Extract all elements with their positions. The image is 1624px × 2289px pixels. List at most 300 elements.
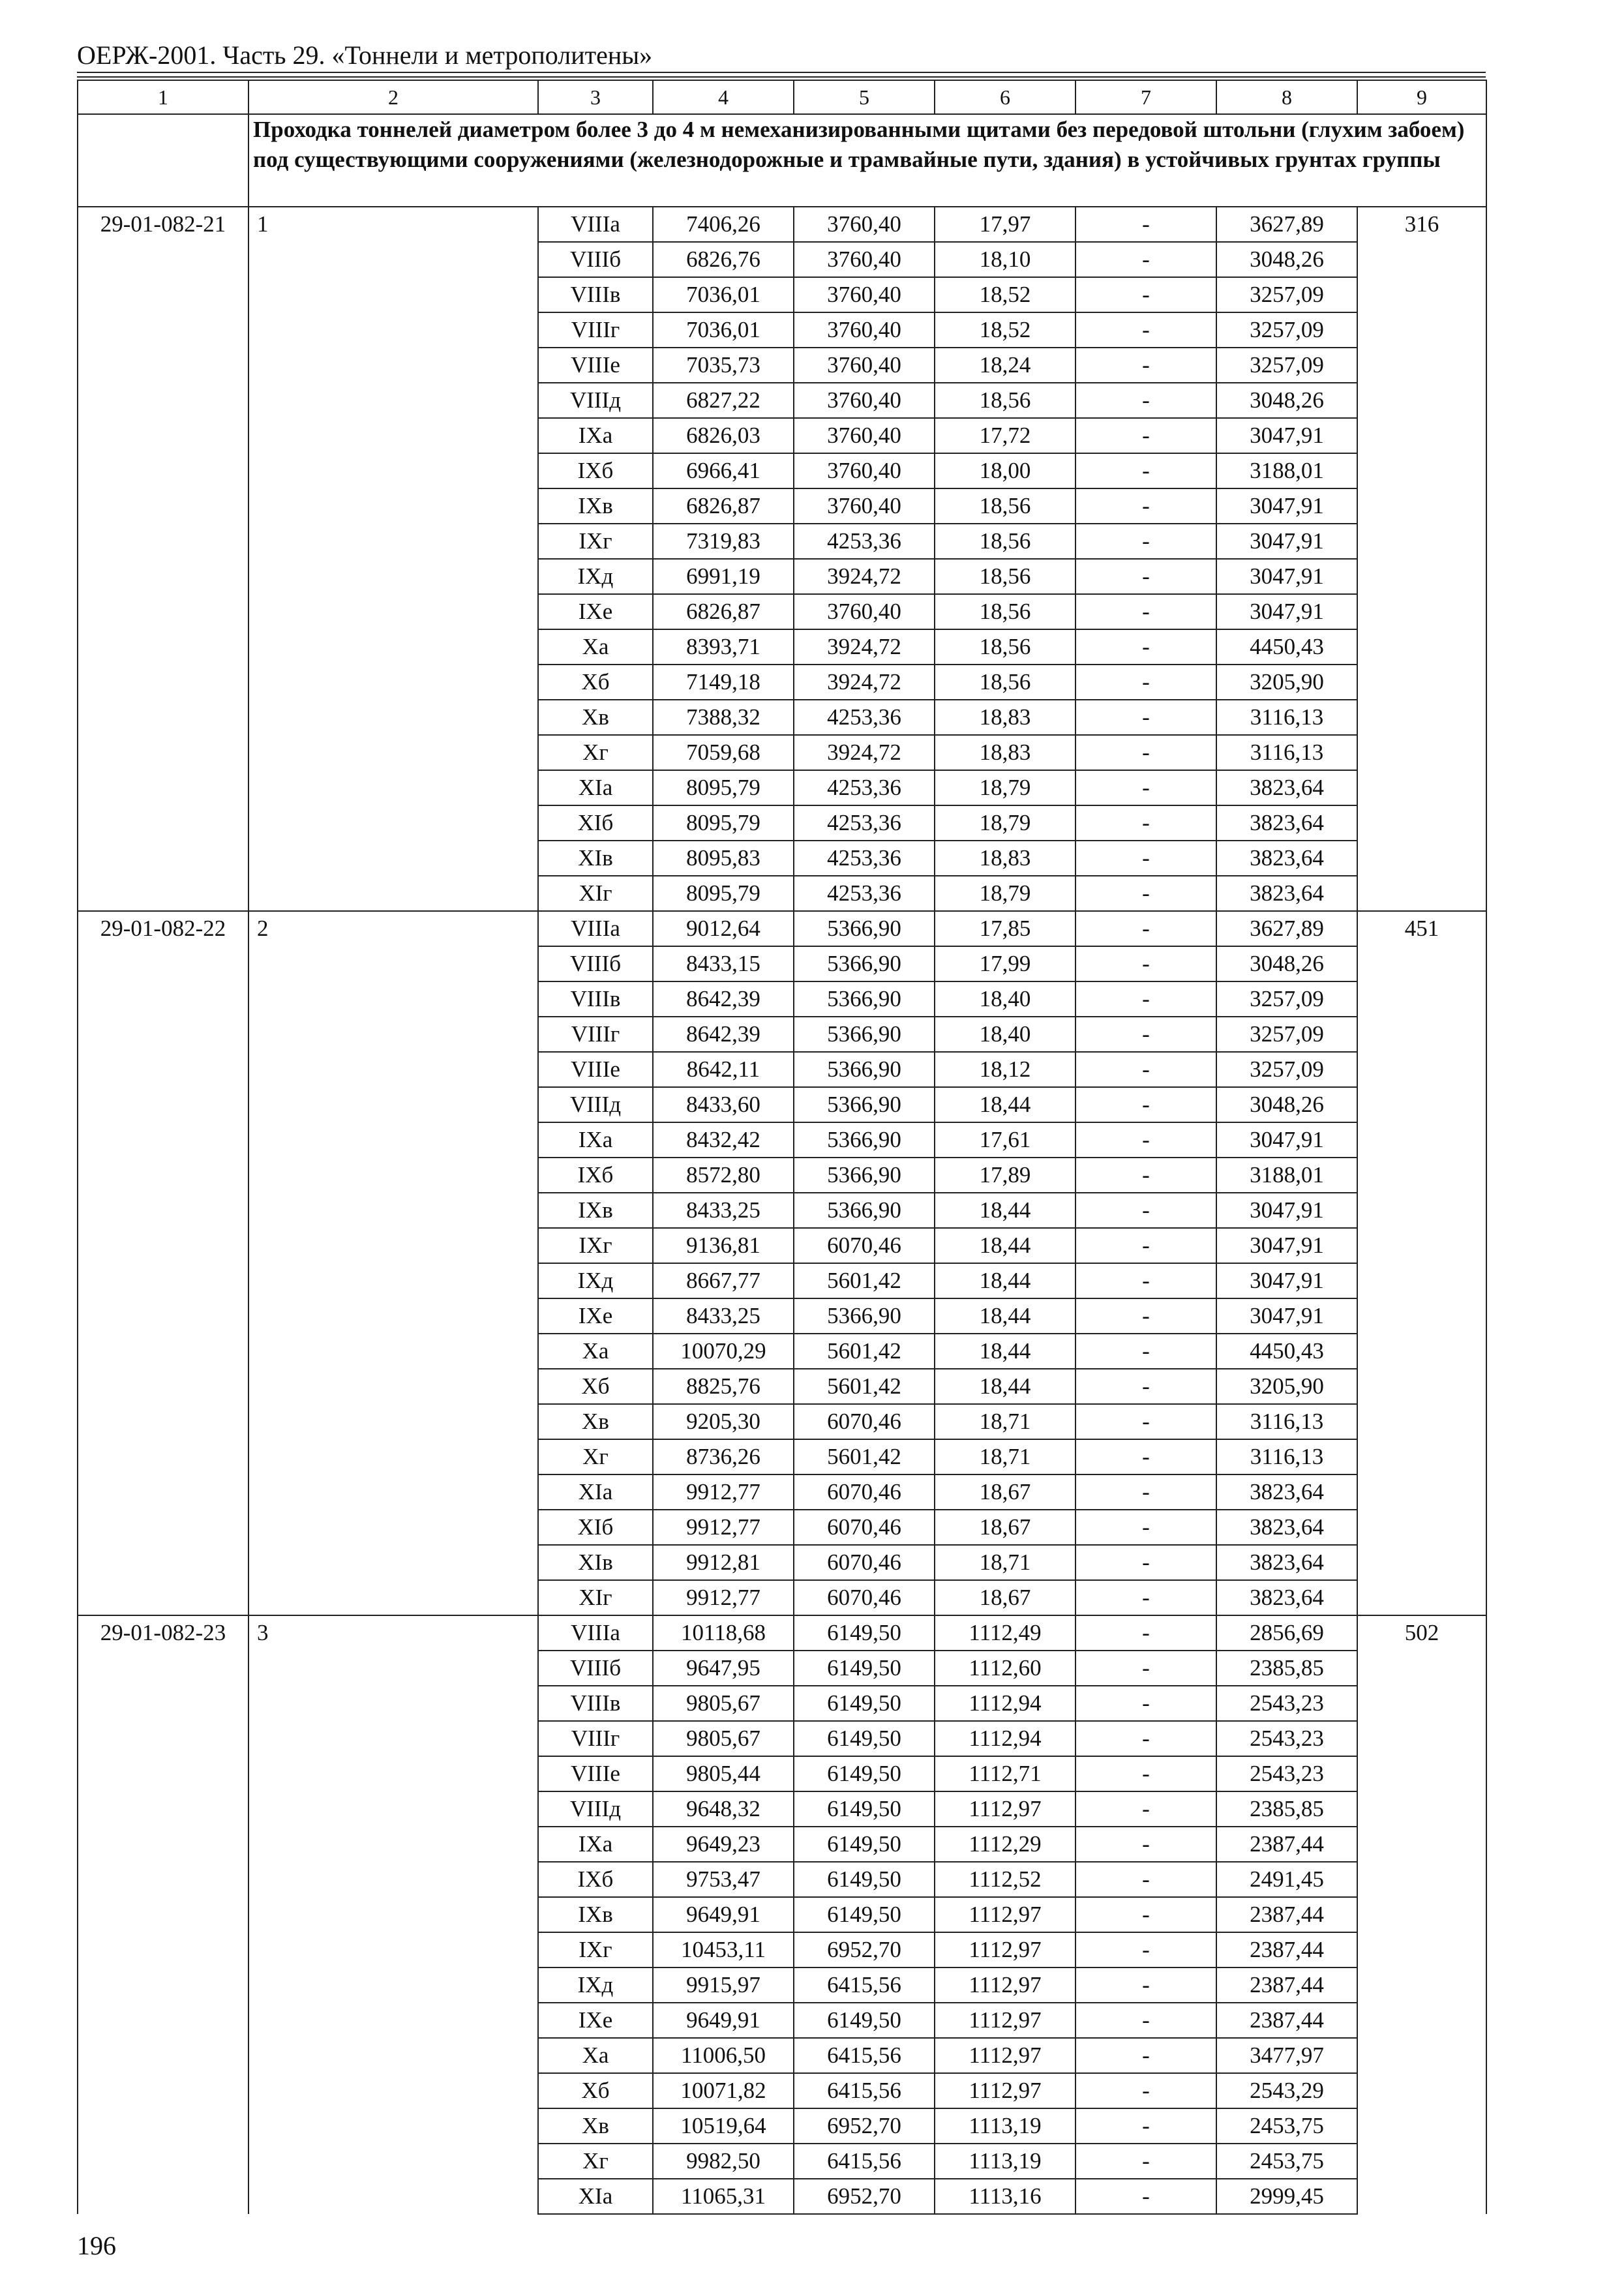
wages: 5601,42: [794, 1439, 935, 1474]
wages: 3924,72: [794, 735, 935, 770]
machinists-wages: -: [1075, 1651, 1216, 1686]
wages: 6952,70: [794, 2108, 935, 2144]
soil-group: Xа: [538, 2038, 653, 2073]
machinists-wages: -: [1075, 1263, 1216, 1298]
machine-cost: 18,44: [935, 1263, 1075, 1298]
wages: 4253,36: [794, 876, 935, 911]
soil-group: Xв: [538, 700, 653, 735]
materials-cost: 2453,75: [1216, 2108, 1357, 2144]
materials-cost: 3047,91: [1216, 488, 1357, 524]
materials-cost: 2543,29: [1216, 2073, 1357, 2108]
machine-cost: 17,61: [935, 1122, 1075, 1158]
wages: 6070,46: [794, 1510, 935, 1545]
machine-cost: 17,99: [935, 946, 1075, 981]
soil-group: VIIIб: [538, 1651, 653, 1686]
materials-cost: 2387,44: [1216, 1932, 1357, 1967]
machinists-wages: -: [1075, 1827, 1216, 1862]
materials-cost: 3188,01: [1216, 1158, 1357, 1193]
materials-cost: 3257,09: [1216, 1052, 1357, 1087]
materials-cost: 3823,64: [1216, 1474, 1357, 1510]
wages: 5366,90: [794, 1122, 935, 1158]
rates-table: [77, 80, 1487, 2215]
total-cost: 9649,23: [653, 1827, 794, 1862]
total-cost: 7035,73: [653, 348, 794, 383]
column-number: 6: [935, 80, 1075, 114]
machinists-wages: -: [1075, 488, 1216, 524]
machine-cost: 18,10: [935, 242, 1075, 277]
total-cost: 9805,67: [653, 1721, 794, 1756]
total-cost: 6826,76: [653, 242, 794, 277]
soil-group: IXв: [538, 488, 653, 524]
machinists-wages: -: [1075, 735, 1216, 770]
materials-cost: 3116,13: [1216, 700, 1357, 735]
machinists-wages: -: [1075, 2038, 1216, 2073]
materials-cost: 3188,01: [1216, 453, 1357, 488]
soil-group: VIIIе: [538, 348, 653, 383]
wages: 6070,46: [794, 1545, 935, 1580]
total-cost: 8642,11: [653, 1052, 794, 1087]
machinists-wages: -: [1075, 1334, 1216, 1369]
total-cost: 8095,79: [653, 770, 794, 805]
total-cost: 8095,83: [653, 841, 794, 876]
machine-cost: 18,67: [935, 1580, 1075, 1615]
machinists-wages: -: [1075, 876, 1216, 911]
machine-cost: 18,67: [935, 1510, 1075, 1545]
soil-group: XIг: [538, 1580, 653, 1615]
wages: 3924,72: [794, 629, 935, 665]
materials-cost: 3047,91: [1216, 1263, 1357, 1298]
document-header: ОЕРЖ-2001. Часть 29. «Тоннели и метрополитены»: [77, 40, 653, 70]
wages: 6149,50: [794, 1721, 935, 1756]
soil-group: IXе: [538, 594, 653, 629]
machine-cost: 1112,97: [935, 1967, 1075, 2003]
machine-cost: 18,12: [935, 1052, 1075, 1087]
machinists-wages: -: [1075, 805, 1216, 841]
total-cost: 9915,97: [653, 1967, 794, 2003]
machinists-wages: -: [1075, 559, 1216, 594]
total-cost: 6826,87: [653, 488, 794, 524]
soil-group: IXд: [538, 1967, 653, 2003]
soil-group: IXг: [538, 524, 653, 559]
machinists-wages: -: [1075, 1862, 1216, 1897]
machinists-wages: -: [1075, 1298, 1216, 1334]
total-cost: 8433,25: [653, 1193, 794, 1228]
machine-cost: 1112,29: [935, 1827, 1075, 1862]
wages: 5366,90: [794, 1052, 935, 1087]
materials-cost: 2999,45: [1216, 2179, 1357, 2214]
machinists-wages: -: [1075, 453, 1216, 488]
machine-cost: 18,83: [935, 841, 1075, 876]
machine-cost: 1112,94: [935, 1686, 1075, 1721]
wages: 5601,42: [794, 1263, 935, 1298]
soil-group: IXв: [538, 1193, 653, 1228]
machine-cost: 18,44: [935, 1334, 1075, 1369]
soil-group: VIIIд: [538, 1791, 653, 1827]
wages: 5601,42: [794, 1369, 935, 1404]
machine-cost: 17,89: [935, 1158, 1075, 1193]
machinists-wages: -: [1075, 1228, 1216, 1263]
wages: 6149,50: [794, 1862, 935, 1897]
rate-code: 29-01-082-23: [78, 1615, 248, 2214]
wages: 3760,40: [794, 207, 935, 242]
page-number: 196: [77, 2231, 116, 2260]
total-cost: 10519,64: [653, 2108, 794, 2144]
total-cost: 6826,87: [653, 594, 794, 629]
materials-cost: 3116,13: [1216, 1404, 1357, 1439]
materials-cost: 2856,69: [1216, 1615, 1357, 1651]
wages: 6415,56: [794, 1967, 935, 2003]
total-cost: 9205,30: [653, 1404, 794, 1439]
machinists-wages: -: [1075, 911, 1216, 946]
machine-cost: 17,97: [935, 207, 1075, 242]
machinists-wages: -: [1075, 2144, 1216, 2179]
materials-cost: 2385,85: [1216, 1791, 1357, 1827]
machinists-wages: -: [1075, 2073, 1216, 2108]
total-cost: 7059,68: [653, 735, 794, 770]
soil-group: VIIIа: [538, 911, 653, 946]
machine-cost: 1113,16: [935, 2179, 1075, 2214]
machinists-wages: -: [1075, 383, 1216, 418]
materials-cost: 2543,23: [1216, 1756, 1357, 1791]
soil-group: XIа: [538, 2179, 653, 2214]
machinists-wages: -: [1075, 1052, 1216, 1087]
column-number: 4: [653, 80, 794, 114]
materials-cost: 3047,91: [1216, 594, 1357, 629]
machine-cost: 18,56: [935, 629, 1075, 665]
machinists-wages: -: [1075, 665, 1216, 700]
machine-cost: 1113,19: [935, 2108, 1075, 2144]
soil-group: IXе: [538, 1298, 653, 1334]
machine-cost: 18,79: [935, 770, 1075, 805]
materials-cost: 3047,91: [1216, 1228, 1357, 1263]
total-cost: 8393,71: [653, 629, 794, 665]
soil-group: VIIIе: [538, 1052, 653, 1087]
wages: 3924,72: [794, 665, 935, 700]
materials-cost: 3205,90: [1216, 665, 1357, 700]
machine-cost: 1112,97: [935, 2003, 1075, 2038]
machinists-wages: -: [1075, 242, 1216, 277]
wages: 6415,56: [794, 2073, 935, 2108]
column-number: 8: [1216, 80, 1357, 114]
machinists-wages: -: [1075, 1474, 1216, 1510]
wages: 6415,56: [794, 2038, 935, 2073]
rate-number: 1: [248, 207, 538, 911]
total-cost: 8432,42: [653, 1122, 794, 1158]
machinists-wages: -: [1075, 2003, 1216, 2038]
wages: 3760,40: [794, 277, 935, 312]
materials-cost: 2453,75: [1216, 2144, 1357, 2179]
soil-group: XIб: [538, 805, 653, 841]
total-cost: 8667,77: [653, 1263, 794, 1298]
labor-hours: 502: [1357, 1615, 1486, 2214]
total-cost: 10070,29: [653, 1334, 794, 1369]
soil-group: IXа: [538, 418, 653, 453]
labor-hours: 451: [1357, 911, 1486, 1615]
soil-group: IXг: [538, 1228, 653, 1263]
soil-group: IXе: [538, 2003, 653, 2038]
total-cost: 8825,76: [653, 1369, 794, 1404]
machine-cost: 1112,97: [935, 1932, 1075, 1967]
machine-cost: 18,44: [935, 1228, 1075, 1263]
soil-group: IXб: [538, 1158, 653, 1193]
total-cost: 7388,32: [653, 700, 794, 735]
total-cost: 7149,18: [653, 665, 794, 700]
soil-group: Xб: [538, 2073, 653, 2108]
materials-cost: 3257,09: [1216, 981, 1357, 1017]
wages: 6070,46: [794, 1580, 935, 1615]
table-body: [78, 80, 1486, 2214]
section-heading-row: [78, 114, 1486, 207]
total-cost: 8095,79: [653, 876, 794, 911]
machinists-wages: -: [1075, 1545, 1216, 1580]
wages: 4253,36: [794, 841, 935, 876]
total-cost: 7036,01: [653, 312, 794, 348]
machine-cost: 18,79: [935, 876, 1075, 911]
wages: 6415,56: [794, 2144, 935, 2179]
table-row: [78, 911, 1486, 946]
labor-hours: 316: [1357, 207, 1486, 911]
wages: 4253,36: [794, 524, 935, 559]
materials-cost: 3048,26: [1216, 383, 1357, 418]
materials-cost: 3823,64: [1216, 1545, 1357, 1580]
wages: 5601,42: [794, 1334, 935, 1369]
machinists-wages: -: [1075, 348, 1216, 383]
column-number: 3: [538, 80, 653, 114]
total-cost: 9912,77: [653, 1580, 794, 1615]
machinists-wages: -: [1075, 841, 1216, 876]
wages: 3760,40: [794, 348, 935, 383]
wages: 5366,90: [794, 981, 935, 1017]
wages: 3924,72: [794, 559, 935, 594]
materials-cost: 2385,85: [1216, 1651, 1357, 1686]
machinists-wages: -: [1075, 594, 1216, 629]
materials-cost: 4450,43: [1216, 1334, 1357, 1369]
wages: 6070,46: [794, 1404, 935, 1439]
machine-cost: 18,40: [935, 981, 1075, 1017]
machinists-wages: -: [1075, 1615, 1216, 1651]
wages: 3760,40: [794, 312, 935, 348]
materials-cost: 3116,13: [1216, 735, 1357, 770]
machinists-wages: -: [1075, 1439, 1216, 1474]
soil-group: XIг: [538, 876, 653, 911]
materials-cost: 3048,26: [1216, 946, 1357, 981]
soil-group: IXа: [538, 1827, 653, 1862]
soil-group: XIв: [538, 841, 653, 876]
total-cost: 11065,31: [653, 2179, 794, 2214]
soil-group: XIв: [538, 1545, 653, 1580]
materials-cost: 3823,64: [1216, 876, 1357, 911]
materials-cost: 3047,91: [1216, 559, 1357, 594]
wages: 6149,50: [794, 1686, 935, 1721]
soil-group: IXг: [538, 1932, 653, 1967]
total-cost: 9982,50: [653, 2144, 794, 2179]
machinists-wages: -: [1075, 1791, 1216, 1827]
machine-cost: 18,24: [935, 348, 1075, 383]
total-cost: 11006,50: [653, 2038, 794, 2073]
soil-group: VIIIг: [538, 1721, 653, 1756]
wages: 6952,70: [794, 2179, 935, 2214]
wages: 6149,50: [794, 1897, 935, 1932]
machinists-wages: -: [1075, 981, 1216, 1017]
materials-cost: 2387,44: [1216, 2003, 1357, 2038]
wages: 6149,50: [794, 1651, 935, 1686]
wages: 6149,50: [794, 2003, 935, 2038]
total-cost: 8642,39: [653, 981, 794, 1017]
column-number-row: [78, 80, 1486, 114]
machine-cost: 18,56: [935, 665, 1075, 700]
machinists-wages: -: [1075, 1580, 1216, 1615]
soil-group: VIIIд: [538, 383, 653, 418]
header-rule-double: [77, 76, 1486, 78]
rate-code: 29-01-082-21: [78, 207, 248, 911]
machine-cost: 18,52: [935, 277, 1075, 312]
machine-cost: 18,44: [935, 1193, 1075, 1228]
machine-cost: 18,56: [935, 488, 1075, 524]
materials-cost: 3627,89: [1216, 207, 1357, 242]
materials-cost: 3823,64: [1216, 841, 1357, 876]
total-cost: 9136,81: [653, 1228, 794, 1263]
materials-cost: 3627,89: [1216, 911, 1357, 946]
total-cost: 9912,77: [653, 1474, 794, 1510]
soil-group: IXд: [538, 1263, 653, 1298]
machinists-wages: -: [1075, 1404, 1216, 1439]
materials-cost: 2387,44: [1216, 1827, 1357, 1862]
machine-cost: 1112,71: [935, 1756, 1075, 1791]
materials-cost: 3823,64: [1216, 770, 1357, 805]
machine-cost: 1112,94: [935, 1721, 1075, 1756]
total-cost: 7319,83: [653, 524, 794, 559]
soil-group: VIIIв: [538, 1686, 653, 1721]
machinists-wages: -: [1075, 946, 1216, 981]
machine-cost: 18,67: [935, 1474, 1075, 1510]
column-number: 9: [1357, 80, 1486, 114]
machine-cost: 18,00: [935, 453, 1075, 488]
soil-group: VIIIг: [538, 312, 653, 348]
machinists-wages: -: [1075, 312, 1216, 348]
wages: 3760,40: [794, 488, 935, 524]
machinists-wages: -: [1075, 1686, 1216, 1721]
wages: 5366,90: [794, 1193, 935, 1228]
machine-cost: 17,85: [935, 911, 1075, 946]
soil-group: IXа: [538, 1122, 653, 1158]
total-cost: 8642,39: [653, 1017, 794, 1052]
soil-group: VIIIг: [538, 1017, 653, 1052]
materials-cost: 2543,23: [1216, 1686, 1357, 1721]
wages: 5366,90: [794, 911, 935, 946]
machine-cost: 18,71: [935, 1404, 1075, 1439]
materials-cost: 2491,45: [1216, 1862, 1357, 1897]
soil-group: Xв: [538, 2108, 653, 2144]
soil-group: Xа: [538, 1334, 653, 1369]
machine-cost: 1113,19: [935, 2144, 1075, 2179]
rates-table-container: [77, 80, 1486, 2215]
total-cost: 9012,64: [653, 911, 794, 946]
wages: 3760,40: [794, 242, 935, 277]
machine-cost: 1112,97: [935, 2038, 1075, 2073]
soil-group: XIб: [538, 1510, 653, 1545]
machinists-wages: -: [1075, 1369, 1216, 1404]
machine-cost: 18,56: [935, 559, 1075, 594]
total-cost: 9649,91: [653, 2003, 794, 2038]
materials-cost: 3823,64: [1216, 1510, 1357, 1545]
total-cost: 9912,81: [653, 1545, 794, 1580]
soil-group: XIа: [538, 770, 653, 805]
machine-cost: 18,71: [935, 1439, 1075, 1474]
wages: 6149,50: [794, 1615, 935, 1651]
materials-cost: 3047,91: [1216, 1122, 1357, 1158]
total-cost: 10453,11: [653, 1932, 794, 1967]
soil-group: Xг: [538, 735, 653, 770]
total-cost: 8433,60: [653, 1087, 794, 1122]
machinists-wages: -: [1075, 1122, 1216, 1158]
materials-cost: 2387,44: [1216, 1967, 1357, 2003]
materials-cost: 3823,64: [1216, 805, 1357, 841]
soil-group: IXв: [538, 1897, 653, 1932]
machine-cost: 17,72: [935, 418, 1075, 453]
total-cost: 9649,91: [653, 1897, 794, 1932]
machinists-wages: -: [1075, 1087, 1216, 1122]
machine-cost: 1112,52: [935, 1862, 1075, 1897]
machinists-wages: -: [1075, 629, 1216, 665]
total-cost: 6827,22: [653, 383, 794, 418]
machinists-wages: -: [1075, 418, 1216, 453]
soil-group: Xг: [538, 1439, 653, 1474]
section-title: Проходка тоннелей диаметром более 3 до 4 м немеханизированными щитами без передовой штольни (глухим забоем) под существующими сооружениями (железнодорожные и трамвайные пути, здания) в устойчивых грунтах группы: [248, 114, 1486, 207]
column-number: 7: [1075, 80, 1216, 114]
total-cost: 9648,32: [653, 1791, 794, 1827]
machinists-wages: -: [1075, 700, 1216, 735]
total-cost: 6966,41: [653, 453, 794, 488]
table-row: [78, 1615, 1486, 1651]
machine-cost: 18,44: [935, 1369, 1075, 1404]
machine-cost: 1112,49: [935, 1615, 1075, 1651]
column-number: 2: [248, 80, 538, 114]
machine-cost: 1112,97: [935, 1791, 1075, 1827]
total-cost: 8736,26: [653, 1439, 794, 1474]
machine-cost: 18,83: [935, 700, 1075, 735]
materials-cost: 4450,43: [1216, 629, 1357, 665]
materials-cost: 3047,91: [1216, 1193, 1357, 1228]
machinists-wages: -: [1075, 1756, 1216, 1791]
materials-cost: 3823,64: [1216, 1580, 1357, 1615]
soil-group: VIIIв: [538, 981, 653, 1017]
materials-cost: 3257,09: [1216, 1017, 1357, 1052]
materials-cost: 3048,26: [1216, 1087, 1357, 1122]
machinists-wages: -: [1075, 770, 1216, 805]
machinists-wages: -: [1075, 1017, 1216, 1052]
machine-cost: 1112,97: [935, 1897, 1075, 1932]
machine-cost: 1112,60: [935, 1651, 1075, 1686]
wages: 5366,90: [794, 1158, 935, 1193]
machinists-wages: -: [1075, 1510, 1216, 1545]
machinists-wages: -: [1075, 207, 1216, 242]
wages: 4253,36: [794, 805, 935, 841]
table-row: [78, 207, 1486, 242]
column-number: 5: [794, 80, 935, 114]
column-number: 1: [78, 80, 248, 114]
machine-cost: 18,79: [935, 805, 1075, 841]
total-cost: 6826,03: [653, 418, 794, 453]
soil-group: VIIIе: [538, 1756, 653, 1791]
wages: 6149,50: [794, 1791, 935, 1827]
wages: 5366,90: [794, 1017, 935, 1052]
machine-cost: 18,56: [935, 383, 1075, 418]
soil-group: IXд: [538, 559, 653, 594]
machine-cost: 18,56: [935, 524, 1075, 559]
soil-group: IXб: [538, 453, 653, 488]
materials-cost: 2387,44: [1216, 1897, 1357, 1932]
materials-cost: 3257,09: [1216, 277, 1357, 312]
